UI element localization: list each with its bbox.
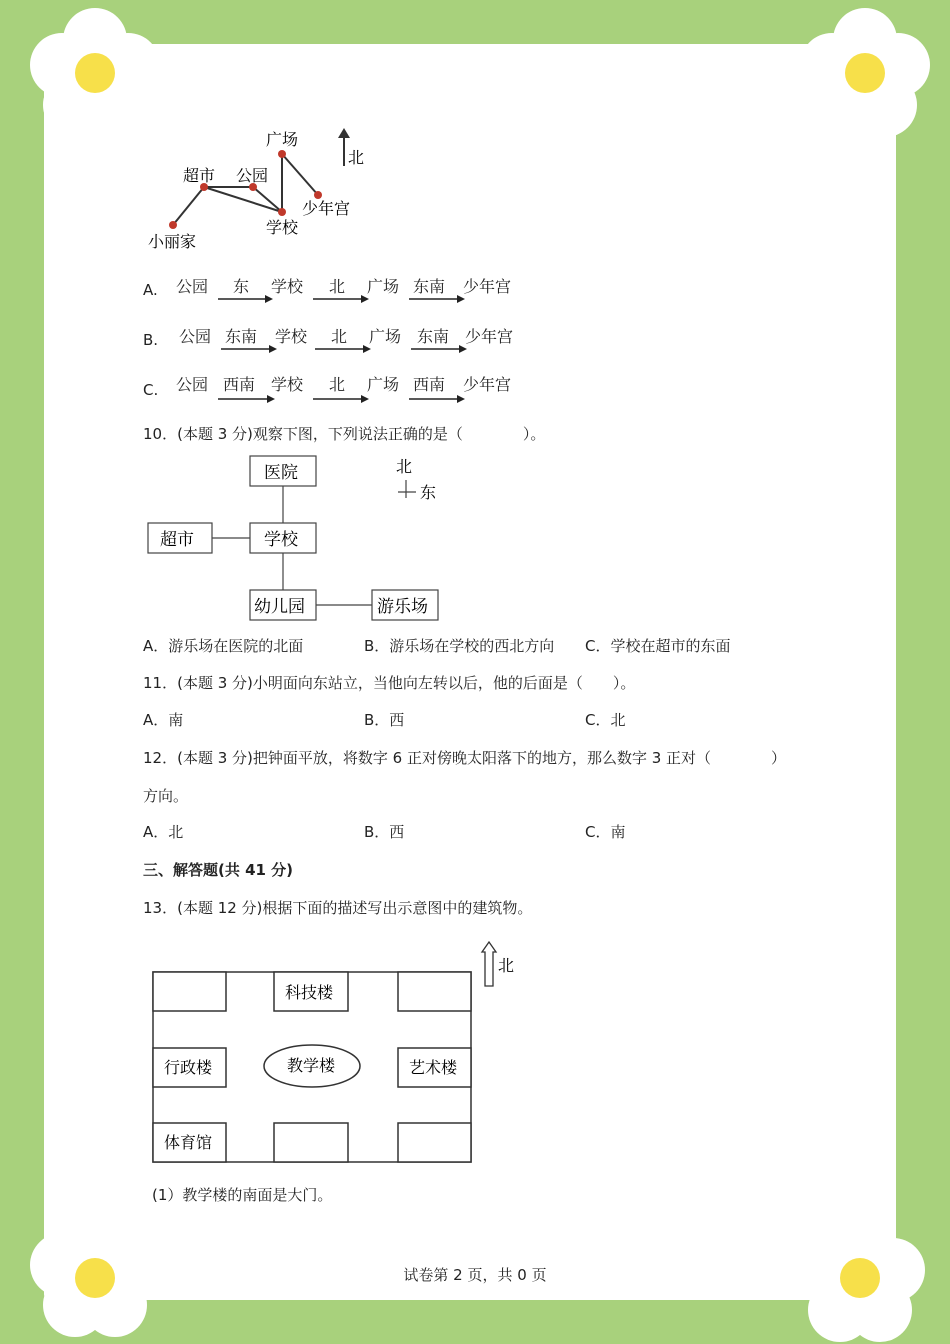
page-footer: 试卷第 2 页，共 0 页 (403, 1266, 547, 1284)
map-label-xingzhenglou: 行政楼 (164, 1058, 213, 1077)
route-arrow-chain (173, 320, 553, 356)
map-label-yiyuan: 医院 (264, 463, 298, 483)
map-label-north: 北 (498, 956, 515, 975)
map-label-youlechang: 游乐场 (377, 597, 428, 617)
route-arrow-chain (173, 270, 553, 306)
route-direction: 东南 (413, 277, 446, 296)
route-place: 公园 (179, 327, 212, 346)
option-letter: C. (143, 381, 159, 399)
route-direction: 北 (329, 277, 346, 296)
route-direction: 东南 (225, 327, 258, 346)
map-label-tiyuguan: 体育馆 (164, 1133, 213, 1152)
route-place: 广场 (367, 277, 400, 296)
q13-campus-map (148, 938, 528, 1168)
route-place: 公园 (176, 277, 209, 296)
q11-option-c[interactable]: C．北 (585, 711, 626, 729)
q10-option-b[interactable]: B．游乐场在学校的西北方向 (364, 637, 555, 655)
route-direction: 西南 (223, 375, 256, 394)
q11-option-a[interactable]: A．南 (143, 711, 184, 729)
q9-option-b[interactable] (143, 320, 543, 356)
q12-stem-continued: 方向。 (143, 787, 189, 805)
map-label-youeryuan: 幼儿园 (254, 597, 305, 617)
q13-subquestion-1: (1）教学楼的南面是大门。 (152, 1186, 333, 1204)
route-place: 学校 (275, 327, 308, 346)
q9-option-c[interactable] (143, 370, 543, 406)
map-label-shaoniangong: 少年宫 (302, 199, 351, 218)
map-label-xuexiao: 学校 (264, 530, 298, 550)
route-direction: 北 (329, 375, 346, 394)
route-direction: 北 (331, 327, 348, 346)
route-place: 公园 (176, 375, 209, 394)
q9-option-a[interactable] (143, 270, 543, 306)
route-direction: 西南 (413, 375, 446, 394)
route-place: 少年宫 (463, 375, 512, 394)
option-letter: A. (143, 281, 158, 299)
q10-map (140, 450, 460, 625)
flower-decoration-top-right (790, 0, 940, 150)
q12-option-b[interactable]: B．西 (364, 823, 405, 841)
map-label-jiaoxuelou: 教学楼 (287, 1056, 336, 1075)
q12-option-a[interactable]: A．北 (143, 823, 184, 841)
map-label-chaoshi: 超市 (160, 530, 194, 550)
map-label-xiaolijia: 小丽家 (148, 232, 197, 251)
map-label-xuexiao: 学校 (266, 218, 299, 237)
map-label-yishulou: 艺术楼 (409, 1058, 458, 1077)
route-place: 广场 (367, 375, 400, 394)
map-label-kejilou: 科技楼 (285, 983, 334, 1002)
route-place: 学校 (271, 375, 304, 394)
map-label-chaoshi: 超市 (183, 166, 216, 185)
route-place: 少年宫 (465, 327, 514, 346)
q12-option-c[interactable]: C．南 (585, 823, 626, 841)
map-label-guangchang: 广场 (266, 130, 299, 149)
map-label-north: 北 (396, 457, 413, 476)
q11-stem: 11．(本题 3 分)小明面向东站立，当他向左转以后，他的后面是（ ）。 (143, 674, 636, 692)
q10-stem: 10．(本题 3 分)观察下图，下列说法正确的是（ ）。 (143, 425, 546, 443)
option-letter: B. (143, 331, 159, 349)
route-place: 学校 (271, 277, 304, 296)
map-label-gongyuan: 公园 (236, 166, 269, 185)
map-label-east: 东 (420, 483, 437, 502)
q10-option-a[interactable]: A．游乐场在医院的北面 (143, 637, 304, 655)
q12-stem: 12．(本题 3 分)把钟面平放，将数字 6 正对傍晚太阳落下的地方，那么数字 3 正对（ ） (143, 749, 787, 767)
route-direction: 东 (233, 277, 250, 296)
q10-option-c[interactable]: C．学校在超市的东面 (585, 637, 731, 655)
route-place: 少年宫 (463, 277, 512, 296)
route-arrow-chain (173, 370, 553, 406)
q11-option-b[interactable]: B．西 (364, 711, 405, 729)
route-place: 广场 (369, 327, 402, 346)
q13-stem: 13．(本题 12 分)根据下面的描述写出示意图中的建筑物。 (143, 899, 533, 917)
q9-route-map (140, 120, 380, 260)
route-direction: 东南 (417, 327, 450, 346)
map-label-north: 北 (348, 148, 365, 167)
section-heading: 三、解答题(共 41 分) (143, 861, 294, 879)
